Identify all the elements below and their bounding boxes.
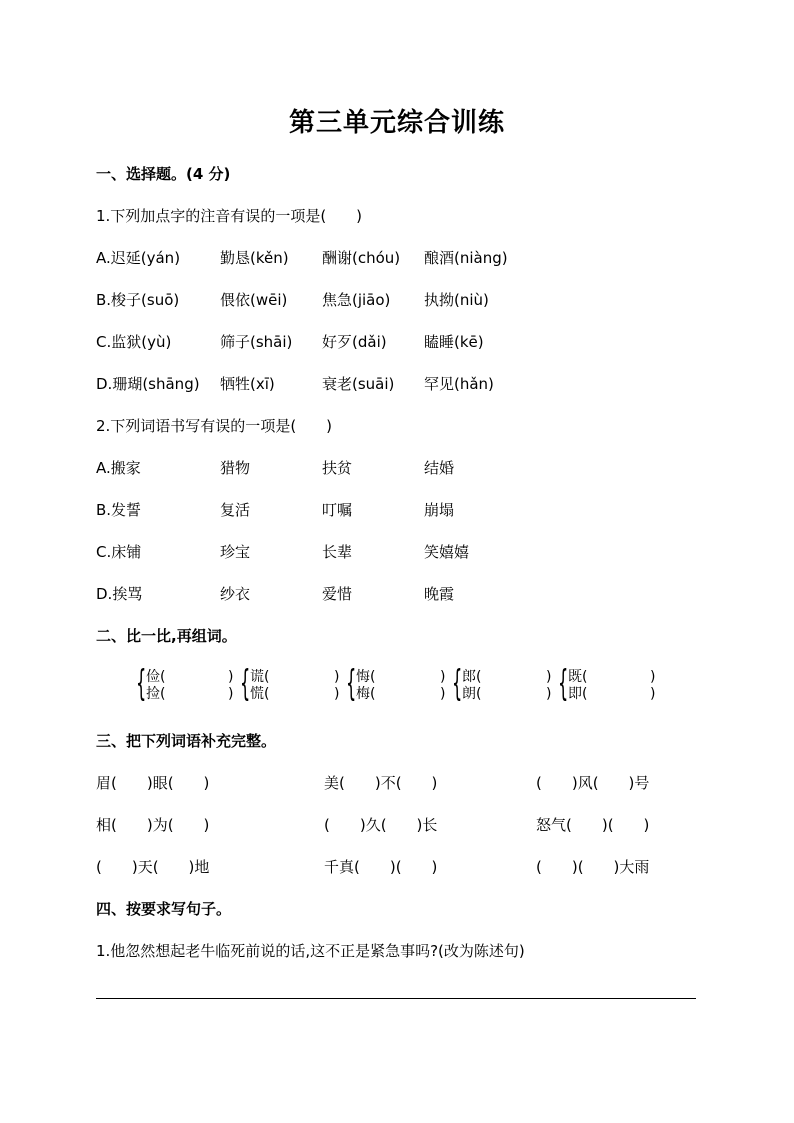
q2-c-1: C.床铺 (96, 543, 142, 561)
q1-a-4: 酿酒(niàng) (424, 249, 508, 267)
q2-c-4: 笑嬉嬉 (424, 543, 470, 561)
q2-c-2: 珍宝 (220, 543, 251, 561)
q1-prompt: 1.下列加点字的注音有误的一项是( ) (96, 207, 363, 225)
q1-c-3: 好歹(dǎi) (322, 333, 387, 351)
brace-icon: { (558, 663, 569, 704)
q2-row-d (96, 584, 716, 604)
section1-heading: 一、选择题。(4 分) (96, 165, 231, 183)
q2-b-4: 崩塌 (424, 501, 455, 519)
fill-1-1: 眉( )眼( ) (96, 774, 210, 792)
q2-a-1: A.搬家 (96, 459, 141, 477)
q1-a-1: A.迟延(yán) (96, 249, 181, 267)
compare-4a: 郎( (462, 669, 482, 685)
compare-3a: 悔( (356, 669, 376, 685)
page-title: 第三单元综合训练 (288, 108, 505, 138)
q1-b-1: B.梭子(suō) (96, 291, 180, 309)
paren-close: ) (650, 669, 656, 685)
compare-2a: 谎( (250, 669, 270, 685)
q2-a-3: 扶贫 (322, 459, 353, 477)
fill-3-1: ( )天( )地 (96, 858, 210, 876)
q2-d-1: D.挨骂 (96, 585, 143, 603)
paren-close: ) (228, 669, 234, 685)
section4-heading: 四、按要求写句子。 (96, 900, 232, 918)
paren-close: ) (546, 669, 552, 685)
compare-group-2 (240, 663, 344, 704)
paren-close: ) (650, 686, 656, 702)
compare-2b: 慌( (250, 686, 270, 702)
q1-b-2: 偎依(wēi) (220, 291, 288, 309)
compare-1a: 俭( (146, 669, 166, 685)
paren-close: ) (440, 686, 446, 702)
q2-d-3: 爱惜 (322, 585, 353, 603)
q2-row-b (96, 500, 716, 520)
q1-d-4: 罕见(hǎn) (424, 375, 494, 393)
brace-icon: { (136, 663, 147, 704)
q2-prompt: 2.下列词语书写有误的一项是( ) (96, 417, 333, 435)
q2-row-a (96, 458, 716, 478)
compare-5b: 即( (568, 686, 588, 702)
compare-4b: 朗( (462, 686, 482, 702)
compare-5a: 既( (568, 669, 588, 685)
q1-c-4: 瞌睡(kē) (424, 333, 484, 351)
q2-c-3: 长辈 (322, 543, 353, 561)
q2-row-c (96, 542, 716, 562)
fill-row-2 (96, 815, 716, 835)
q1-d-3: 衰老(suāi) (322, 375, 395, 393)
paren-close: ) (228, 686, 234, 702)
s4-q1-prompt: 1.他忽然想起老牛临死前说的话,这不正是紧急事吗?(改为陈述句) (96, 942, 525, 960)
section2-heading: 二、比一比,再组词。 (96, 627, 237, 645)
paren-close: ) (334, 686, 340, 702)
brace-icon: { (346, 663, 357, 704)
section3-heading: 三、把下列词语补充完整。 (96, 732, 277, 750)
q1-row-c (96, 332, 716, 352)
fill-3-2: 千真( )( ) (324, 858, 438, 876)
compare-3b: 梅( (356, 686, 376, 702)
brace-icon: { (452, 663, 463, 704)
fill-2-1: 相( )为( ) (96, 816, 210, 834)
brace-icon: { (240, 663, 251, 704)
q1-row-a (96, 248, 716, 268)
q2-b-1: B.发誓 (96, 501, 142, 519)
q1-a-2: 勤恳(kěn) (220, 249, 289, 267)
q2-b-3: 叮嘱 (322, 501, 353, 519)
q2-d-4: 晚霞 (424, 585, 455, 603)
fill-1-2: 美( )不( ) (324, 774, 438, 792)
fill-3-3: ( )( )大雨 (536, 858, 650, 876)
compare-group-1 (136, 663, 236, 704)
q1-b-3: 焦急(jiāo) (322, 291, 391, 309)
compare-group-3 (346, 663, 450, 704)
fill-2-2: ( )久( )长 (324, 816, 438, 834)
paren-close: ) (334, 669, 340, 685)
q1-c-1: C.监狱(yù) (96, 333, 172, 351)
q2-d-2: 纱衣 (220, 585, 251, 603)
fill-1-3: ( )风( )号 (536, 774, 650, 792)
fill-row-3 (96, 857, 716, 877)
q1-a-3: 酬谢(chóu) (322, 249, 401, 267)
q1-d-1: D.珊瑚(shāng) (96, 375, 200, 393)
q2-b-2: 复活 (220, 501, 251, 519)
paren-close: ) (546, 686, 552, 702)
q1-d-2: 牺牲(xī) (220, 375, 275, 393)
q1-b-4: 执拗(niù) (424, 291, 489, 309)
fill-row-1 (96, 773, 716, 793)
q1-c-2: 筛子(shāi) (220, 333, 293, 351)
answer-line[interactable] (96, 998, 696, 999)
q1-row-b (96, 290, 716, 310)
q2-a-4: 结婚 (424, 459, 455, 477)
q2-a-2: 猎物 (220, 459, 251, 477)
fill-2-3: 怒气( )( ) (536, 816, 650, 834)
compare-group-4 (452, 663, 556, 704)
compare-group-5 (558, 663, 662, 704)
q1-row-d (96, 374, 716, 394)
paren-close: ) (440, 669, 446, 685)
compare-1b: 捡( (146, 686, 166, 702)
